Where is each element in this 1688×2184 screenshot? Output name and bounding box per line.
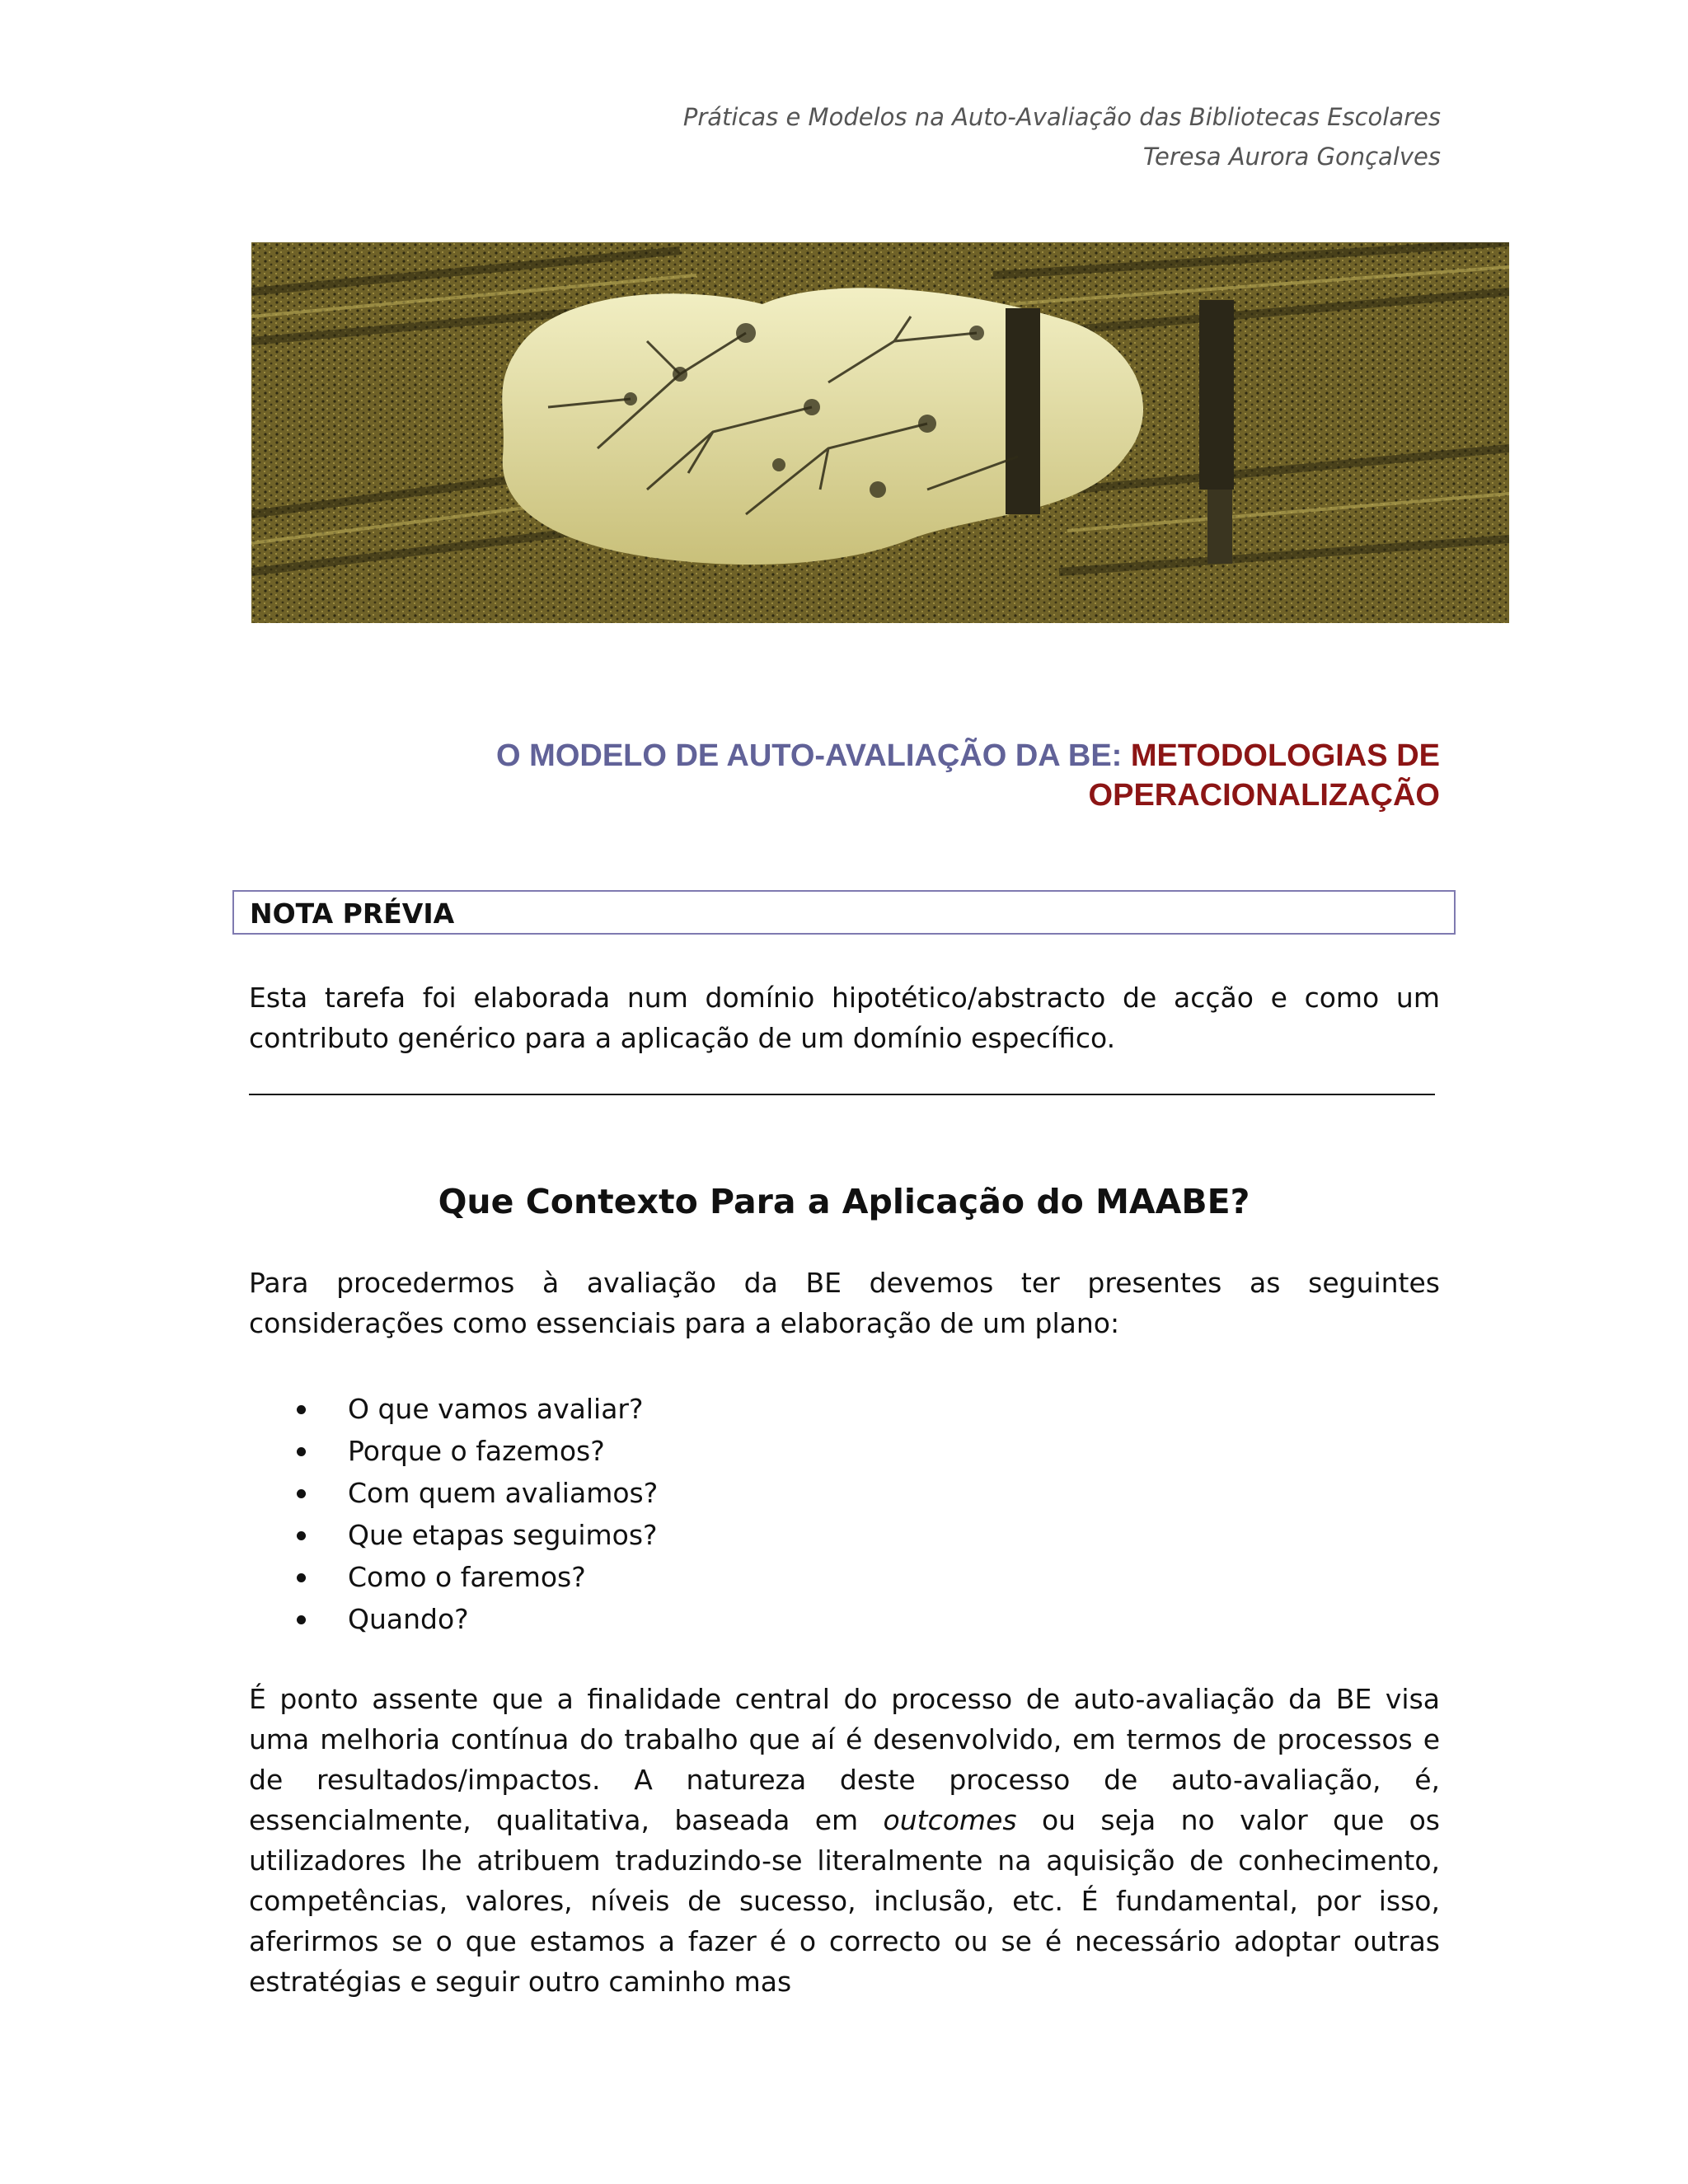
- section-heading: Que Contexto Para a Aplicação do MAABE?: [438, 1182, 1250, 1221]
- bullet-icon: [297, 1531, 306, 1540]
- bullet-icon: [297, 1489, 306, 1498]
- list-item: Porque o fazemos?: [249, 1430, 1238, 1472]
- note-paragraph: Esta tarefa foi elaborada num domínio hipotético/abstracto de acção e como um contributo genérico para a aplicação de um domínio específico.: [249, 982, 1440, 1054]
- document-title: [286, 736, 1440, 815]
- main-paragraph-part-1: É ponto assente que a finalidade central do processo de auto-avaliação da BE visa uma melhoria contínua do trabalho que aí é desenvolvido, em termos de processos e de resultados/impactos. A natureza deste processo de auto-avaliação, é, essencialmente, qualitativa, baseada em: [249, 1683, 1440, 1836]
- bullet-icon: [297, 1573, 306, 1582]
- bullet-icon: [297, 1447, 306, 1456]
- question-list: [249, 1388, 1238, 1640]
- intro-paragraph: Para procedermos à avaliação da BE devemos ter presentes as seguintes considerações como essenciais para a elaboração de um plano:: [249, 1267, 1440, 1339]
- bullet-icon: [297, 1615, 306, 1624]
- main-paragraph: [249, 1679, 1440, 2002]
- puddle-reflection-image: [251, 242, 1509, 623]
- note-heading-box: [232, 890, 1456, 935]
- list-item: Como o faremos?: [249, 1556, 1238, 1598]
- main-paragraph-italic: outcomes: [883, 1804, 1017, 1836]
- bullet-icon: [297, 1405, 306, 1414]
- main-paragraph-part-2: ou seja no valor que os utilizadores lhe atribuem traduzindo-se literalmente na aquisição de conhecimento, competências, valores, níveis de sucesso, inclusão, etc. É fundamental, por isso, aferirmos se o que estamos a fazer é o correcto ou se é necessário adoptar outras estratégias e seguir outro caminho mas: [249, 1804, 1440, 1998]
- list-item: Com quem avaliamos?: [249, 1472, 1238, 1514]
- running-header: [452, 97, 1441, 176]
- note-heading: NOTA PRÉVIA: [250, 898, 455, 930]
- list-item: Quando?: [249, 1598, 1238, 1640]
- header-line-2: Teresa Aurora Gonçalves: [1142, 143, 1441, 171]
- title-blue-part: O MODELO DE AUTO-AVALIAÇÃO DA BE:: [496, 738, 1123, 773]
- list-item: O que vamos avaliar?: [249, 1388, 1238, 1430]
- separator-line: [249, 1094, 1435, 1095]
- title-red-part-1: METODOLOGIAS DE: [1130, 738, 1440, 773]
- header-line-1: Práticas e Modelos na Auto-Avaliação das Bibliotecas Escolares: [682, 103, 1441, 131]
- list-item: Que etapas seguimos?: [249, 1514, 1238, 1556]
- title-red-part-2: OPERACIONALIZAÇÃO: [1088, 778, 1440, 813]
